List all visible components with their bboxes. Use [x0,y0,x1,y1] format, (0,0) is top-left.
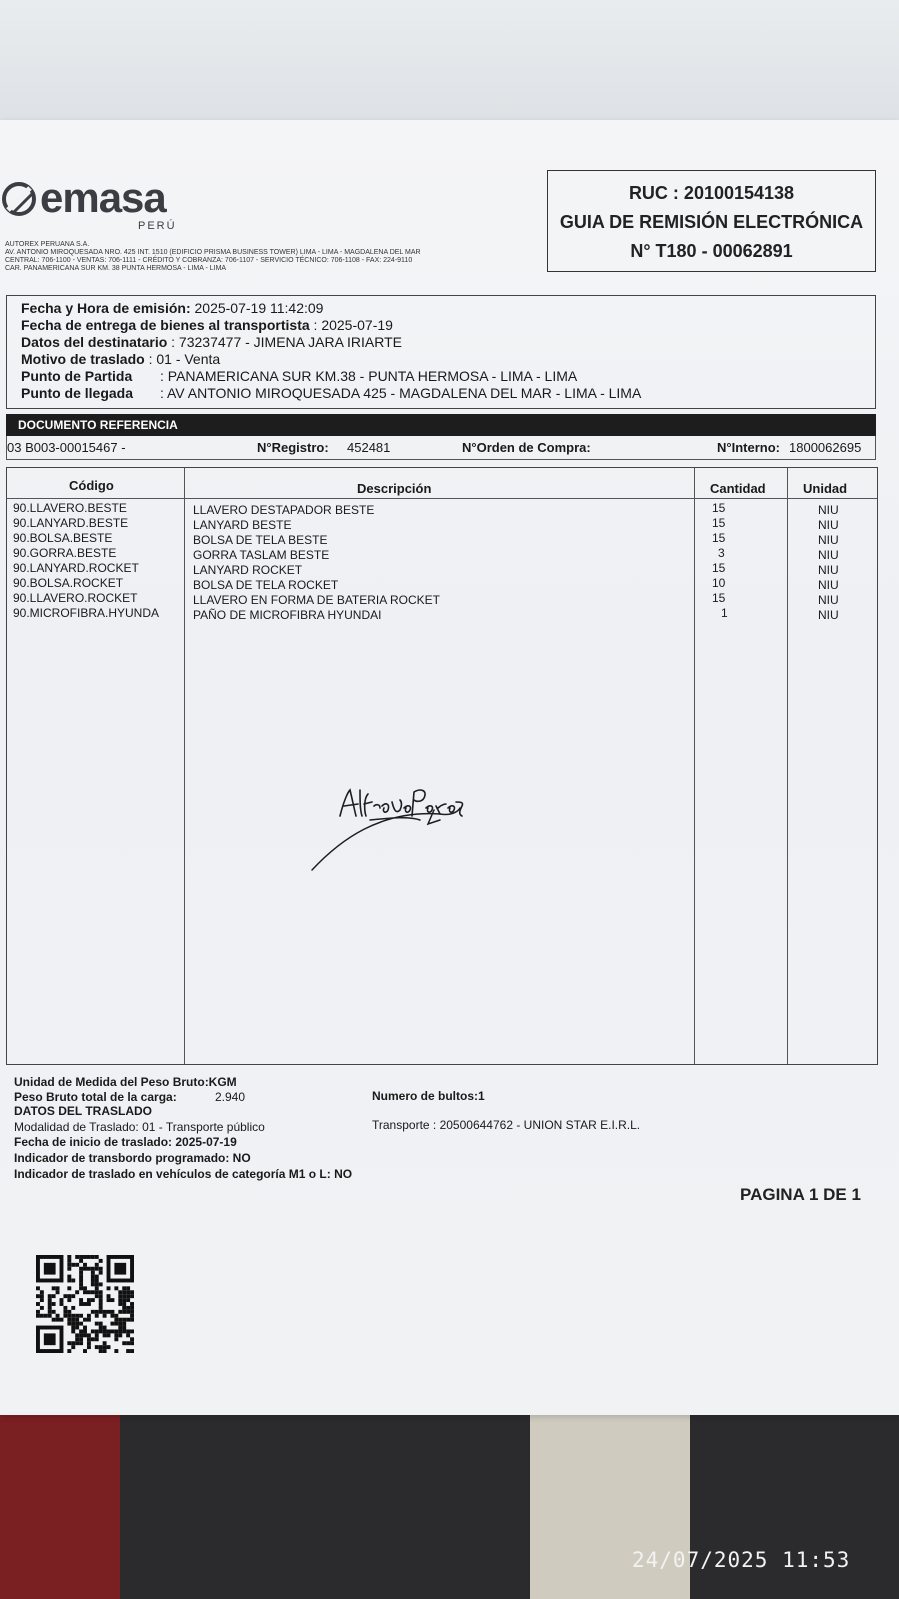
cell-descripcion: LLAVERO DESTAPADOR BESTE [193,503,375,517]
cell-cantidad: 15 [712,561,726,575]
table-row [7,531,877,546]
entrega-line: Fecha de entrega de bienes al transportista : 2025-07-19 [21,317,393,333]
ruc-box [547,170,876,272]
cell-descripcion: GORRA TASLAM BESTE [193,548,330,562]
cell-unidad: NIU [818,548,839,562]
cell-unidad: NIU [818,593,839,607]
items-table [6,467,878,1065]
header-codigo: Código [69,478,114,493]
orden-label: N°Orden de Compra: [462,440,591,455]
docref-document: 03 B003-00015467 - [7,440,126,455]
cell-descripcion: LANYARD BESTE [193,518,292,532]
header-divider [7,498,877,499]
llegada-line: Punto de llegada : AV ANTONIO MIROQUESADA 425 - MAGDALENA DEL MAR - LIMA - LIMA [21,385,642,401]
background-top [0,0,899,130]
cell-codigo: 90.LANYARD.ROCKET [13,561,139,575]
table-row [7,591,877,606]
company-info [5,241,475,273]
cell-unidad: NIU [818,578,839,592]
partida-line: Punto de Partida : PANAMERICANA SUR KM.38 - PUNTA HERMOSA - LIMA - LIMA [21,368,578,384]
page-indicator: PAGINA 1 DE 1 [740,1185,861,1204]
transporte: Transporte : 20500644762 - UNION STAR E.I.R.L. [372,1118,641,1132]
emision-line: Fecha y Hora de emisión: 2025-07-19 11:42:09 [21,300,324,316]
header-descripcion: Descripción [357,481,432,496]
cell-codigo: 90.MICROFIBRA.HYUNDA [13,606,160,620]
cell-cantidad: 1 [721,606,728,620]
table-row [7,546,877,561]
interno-value: 1800062695 [789,440,862,455]
motivo-line: Motivo de traslado : 01 - Venta [21,351,221,367]
qr-code [36,1255,134,1353]
cell-codigo: 90.LLAVERO.BESTE [13,501,127,515]
handwritten-signature [310,780,480,880]
cell-codigo: 90.BOLSA.ROCKET [13,576,124,590]
indicador-transbordo: Indicador de transbordo programado: NO [14,1151,251,1165]
peso-label: Peso Bruto total de la carga: [14,1090,177,1104]
table-row [7,561,877,576]
cell-unidad: NIU [818,533,839,547]
company-branch: CAR. PANAMERICANA SUR KM. 38 PUNTA HERMOSA - LIMA - LIMA [5,265,227,272]
datos-traslado-title: DATOS DEL TRASLADO [14,1104,153,1118]
table-row [7,606,877,621]
cell-codigo: 90.BOLSA.BESTE [13,531,113,545]
cell-cantidad: 15 [712,591,726,605]
cell-codigo: 90.LANYARD.BESTE [13,516,129,530]
table-row [7,501,877,516]
modalidad-traslado: Modalidad de Traslado: 01 - Transporte público [14,1120,265,1134]
cell-cantidad: 15 [712,501,726,515]
unidad-peso: Unidad de Medida del Peso Bruto:KGM [14,1075,237,1089]
cell-unidad: NIU [818,503,839,517]
shipment-info-box [6,295,876,409]
docref-title-bar: DOCUMENTO REFERENCIA [6,414,876,436]
registro-value: 452481 [347,440,391,455]
header-unidad: Unidad [803,481,848,496]
cell-codigo: 90.GORRA.BESTE [13,546,117,560]
cell-descripcion: LLAVERO EN FORMA DE BATERIA ROCKET [193,593,440,607]
fecha-inicio-traslado: Fecha de inicio de traslado: 2025-07-19 [14,1135,237,1149]
cell-unidad: NIU [818,518,839,532]
numero-bultos: Numero de bultos:1 [372,1089,485,1103]
docref-row [6,436,876,460]
document-type: GUIA DE REMISIÓN ELECTRÓNICA [559,212,864,232]
cell-unidad: NIU [818,563,839,577]
logo-subtext: PERÚ [138,220,177,232]
background-red-area [0,1412,120,1599]
photo-timestamp: 24/07/2025 11:53 [632,1548,851,1572]
table-row [7,576,877,591]
destinatario-line: Datos del destinatario : 73237477 - JIMENA JARA IRIARTE [21,334,402,350]
company-phones: CENTRAL: 706-1100 - VENTAS: 706-1111 - CRÉDITO Y COBRANZA: 706-1107 - SERVICIO TÉCNICO: 706-1108 - FAX: 224-9110 [5,257,413,264]
cell-descripcion: PAÑO DE MICROFIBRA HYUNDAI [193,608,382,622]
cell-cantidad: 15 [712,531,726,545]
cell-cantidad: 15 [712,516,726,530]
cell-cantidad: 10 [712,576,726,590]
interno-label: N°Interno: [717,440,780,455]
cell-descripcion: LANYARD ROCKET [193,563,303,577]
ruc-number: RUC : 20100154138 [628,183,795,203]
emasa-logo-icon [2,182,36,216]
peso-value: 2.940 [215,1090,246,1104]
cell-descripcion: BOLSA DE TELA ROCKET [193,578,339,592]
company-name: AUTOREX PERUANA S.A. [5,241,90,248]
indicador-categoria: Indicador de traslado en vehículos de categoría M1 o L: NO [14,1167,353,1181]
logo-text: emasa [40,174,166,221]
cell-cantidad: 3 [718,546,725,560]
cell-codigo: 90.LLAVERO.ROCKET [13,591,138,605]
table-row [7,516,877,531]
company-address: AV. ANTONIO MIROQUESADA NRO. 425 INT. 1510 (EDIFICIO PRISMA BUSINESS TOWER) LIMA - LIMA - MAGDALENA DEL MAR [5,249,421,256]
cell-descripcion: BOLSA DE TELA BESTE [193,533,328,547]
cell-unidad: NIU [818,608,839,622]
registro-label: N°Registro: [257,440,329,455]
header-cantidad: Cantidad [710,481,766,496]
document-number: N° T180 - 00062891 [630,241,793,261]
